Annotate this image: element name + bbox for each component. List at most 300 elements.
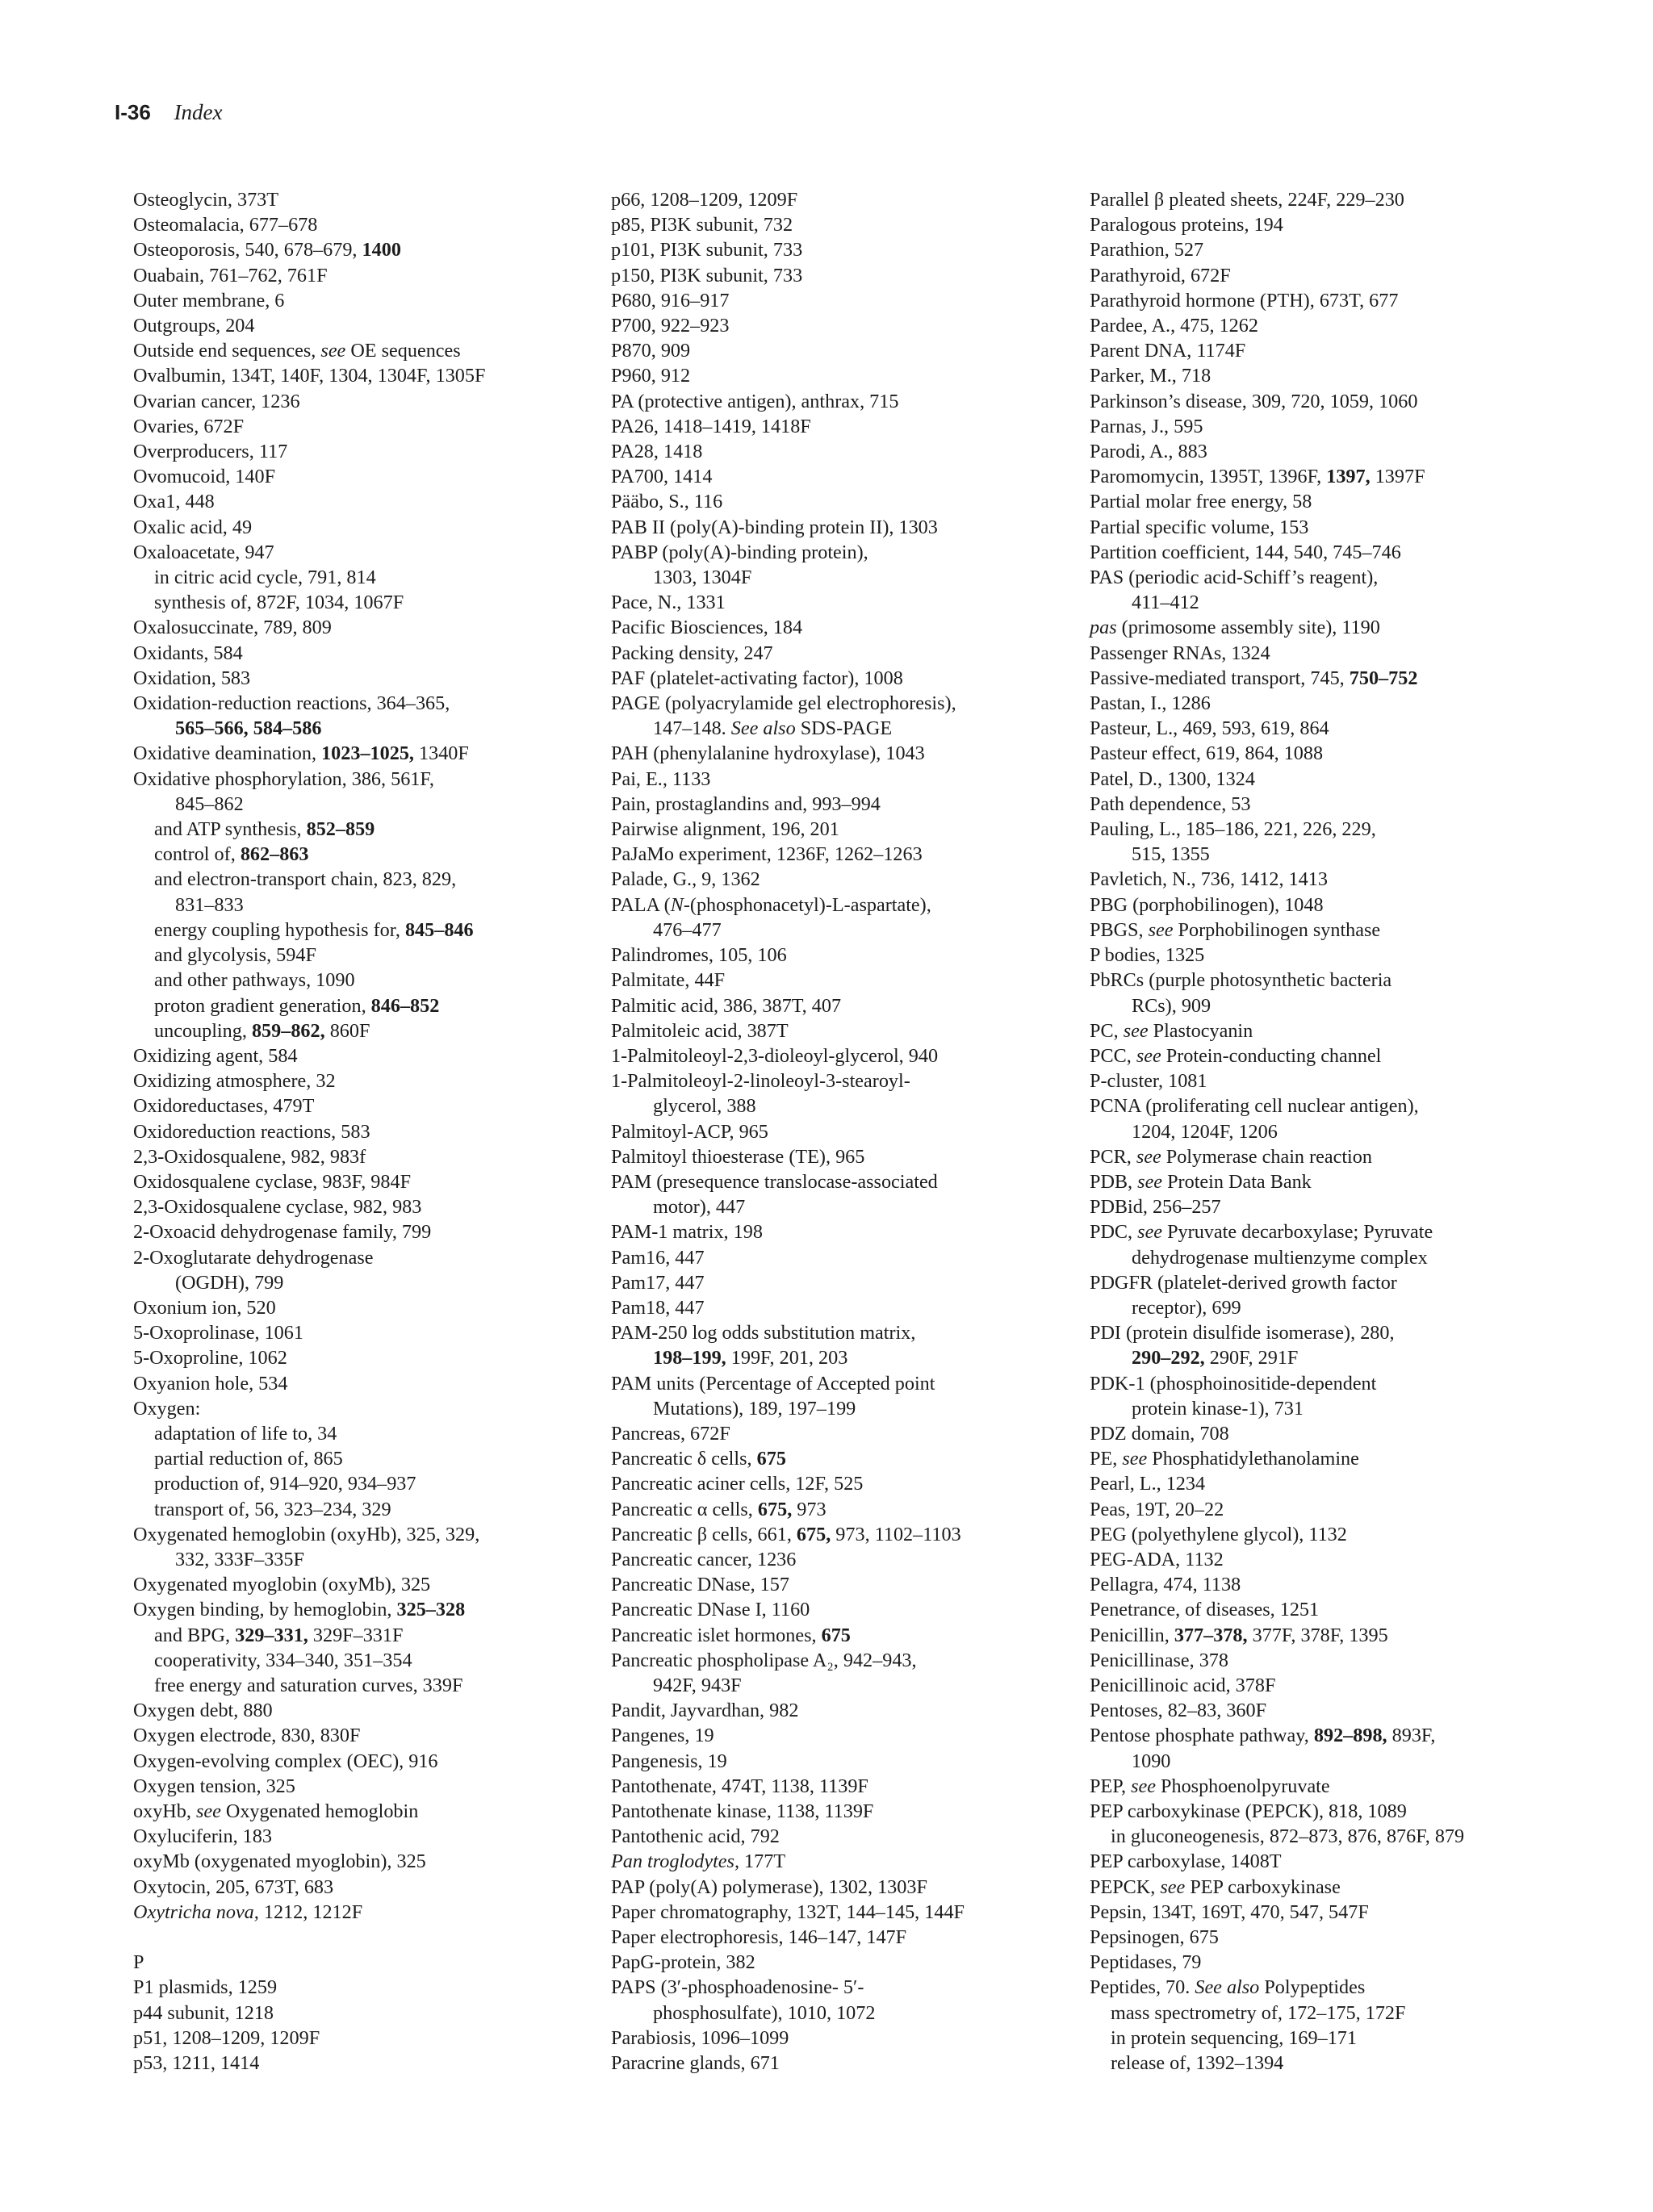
entry-text: PCC,	[1090, 1044, 1136, 1067]
index-entry	[1090, 1169, 1574, 1194]
index-entry	[1090, 1219, 1574, 1244]
entry-text: oxyHb,	[133, 1800, 196, 1822]
entry-text: Penicillinoic acid, 378F	[1090, 1674, 1276, 1696]
entry-text: PABP (poly(A)-binding protein),	[611, 541, 868, 563]
entry-text: 859–862,	[251, 1019, 325, 1042]
entry-text: 377–378,	[1174, 1624, 1248, 1646]
index-entry	[1090, 741, 1574, 766]
entry-text: Parathyroid hormone (PTH), 673T, 677	[1090, 289, 1399, 312]
index-entry	[611, 1522, 1095, 1547]
entry-text: Palade, G., 9, 1362	[611, 868, 760, 891]
entry-text: Pancreas, 672F	[611, 1422, 730, 1445]
entry-text: 1090	[1132, 1750, 1171, 1772]
entry-text: production of, 914–920, 934–937	[154, 1473, 416, 1495]
entry-text: Oxygen:	[133, 1397, 201, 1420]
index-entry	[133, 515, 617, 540]
entry-text: Phosphatidylethanolamine	[1147, 1448, 1359, 1470]
index-entry	[611, 414, 1095, 439]
index-entry	[611, 1471, 1095, 1496]
entry-text: mass spectrometry of, 172–175, 172F	[1111, 2001, 1406, 2024]
entry-text: oxyMb (oxygenated myoglobin), 325	[133, 1850, 426, 1873]
entry-text: Pancreatic phospholipase A₂, 942–943,	[611, 1649, 917, 1671]
entry-text: in gluconeogenesis, 872–873, 876, 876F, 879	[1111, 1825, 1465, 1848]
index-subentry	[133, 893, 617, 918]
index-entry	[611, 389, 1095, 414]
index-entry	[1090, 237, 1574, 262]
index-entry	[1090, 1849, 1574, 1874]
index-subentry	[133, 1673, 617, 1698]
entry-text: 2-Oxoglutarate dehydrogenase	[133, 1246, 374, 1269]
entry-text: See also	[730, 717, 796, 740]
entry-text: 1-Palmitoleoyl-2,3-dioleoyl-glycerol, 940	[611, 1044, 939, 1067]
entry-text: see	[1148, 918, 1174, 941]
index-entry	[133, 338, 617, 363]
entry-text: 1397F	[1370, 466, 1425, 488]
index-entry	[611, 2026, 1095, 2051]
index-entry	[1090, 464, 1574, 489]
entry-text: energy coupling hypothesis for,	[154, 918, 405, 941]
entry-text: 675	[821, 1624, 851, 1646]
index-entry	[611, 515, 1095, 540]
entry-text: (OGDH), 799	[175, 1271, 284, 1294]
index-entry	[133, 489, 617, 514]
entry-text: PEP,	[1090, 1775, 1132, 1797]
index-entry	[611, 1144, 1095, 1169]
entry-text: PDC,	[1090, 1221, 1138, 1244]
entry-text: dehydrogenase multienzyme complex	[1132, 1246, 1428, 1269]
entry-text: control of,	[154, 843, 241, 866]
entry-text: Plastocyanin	[1148, 1019, 1253, 1042]
index-subentry	[133, 968, 617, 993]
entry-text: Paper electrophoresis, 146–147, 147F	[611, 1926, 907, 1949]
entry-text: Partition coefficient, 144, 540, 745–746	[1090, 541, 1401, 563]
entry-text: Pearl, L., 1234	[1090, 1473, 1206, 1495]
entry-text: Pellagra, 474, 1138	[1090, 1574, 1241, 1596]
entry-text: Parathion, 527	[1090, 239, 1204, 261]
entry-text: motor), 447	[653, 1196, 746, 1219]
index-entry	[133, 1295, 617, 1320]
entry-text: Oxonium ion, 520	[133, 1296, 276, 1319]
entry-text: 2,3-Oxidosqualene, 982, 983f	[133, 1145, 366, 1168]
entry-text: 675,	[796, 1523, 831, 1545]
index-subentry	[1090, 993, 1574, 1018]
entry-text: PALA (	[611, 893, 671, 916]
index-subentry	[611, 918, 1095, 943]
entry-text: see	[1136, 1044, 1161, 1067]
index-entry	[133, 1194, 617, 1219]
entry-text: synthesis of, 872F, 1034, 1067F	[154, 592, 404, 614]
entry-text: Oxidosqualene cyclase, 983F, 984F	[133, 1170, 412, 1193]
entry-text: 332, 333F–335F	[175, 1548, 304, 1570]
entry-text: Pentose phosphate pathway,	[1090, 1725, 1314, 1747]
entry-text: and BPG,	[154, 1624, 236, 1646]
entry-text: 860F	[324, 1019, 370, 1042]
entry-text: Pentoses, 82–83, 360F	[1090, 1700, 1267, 1722]
entry-text: Pam18, 447	[611, 1296, 705, 1319]
entry-text: Parodi, A., 883	[1090, 441, 1207, 463]
entry-text: Pace, N., 1331	[611, 592, 726, 614]
entry-text: 1204, 1204F, 1206	[1132, 1120, 1278, 1143]
index-entry	[133, 691, 617, 716]
index-entry	[1090, 968, 1574, 993]
entry-text: Oxidizing atmosphere, 32	[133, 1070, 336, 1093]
entry-text: p53, 1211, 1414	[133, 2052, 260, 2075]
index-entry	[1090, 363, 1574, 388]
entry-text: PEG-ADA, 1132	[1090, 1548, 1224, 1570]
index-entry	[611, 1219, 1095, 1244]
index-entry	[133, 1849, 617, 1874]
entry-text: 329–331,	[235, 1624, 308, 1646]
entry-text: PbRCs (purple photosynthetic bacteria	[1090, 969, 1392, 992]
entry-text: Oxidation, 583	[133, 667, 251, 689]
index-entry	[133, 767, 617, 792]
entry-text: 973	[792, 1498, 826, 1520]
index-entry	[133, 187, 617, 212]
index-subentry	[133, 1648, 617, 1673]
index-subentry	[133, 716, 617, 741]
entry-text: PDI (protein disulfide isomerase), 280,	[1090, 1322, 1395, 1344]
index-entry	[1090, 1421, 1574, 1446]
index-entry	[611, 1018, 1095, 1043]
entry-text: Pastan, I., 1286	[1090, 692, 1211, 715]
index-subentry	[1090, 1245, 1574, 1270]
index-subentry	[1090, 2001, 1574, 2026]
index-entry	[611, 1950, 1095, 1975]
entry-text: PEP carboxylase, 1408T	[1090, 1850, 1282, 1873]
entry-text: 290F, 291F	[1204, 1347, 1299, 1369]
entry-text: PaJaMo experiment, 1236F, 1262–1263	[611, 843, 923, 866]
entry-text: Pancreatic cancer, 1236	[611, 1548, 797, 1570]
index-entry	[133, 1875, 617, 1900]
entry-text: Pangenesis, 19	[611, 1750, 727, 1772]
index-entry	[1090, 1043, 1574, 1068]
entry-text: PAS (periodic acid-Schiff’s reagent),	[1090, 567, 1379, 589]
entry-text: Penetrance, of diseases, 1251	[1090, 1599, 1320, 1621]
entry-text: and other pathways, 1090	[154, 969, 355, 992]
entry-text: Oxygen binding, by hemoglobin,	[133, 1599, 397, 1621]
index-entry	[1090, 288, 1574, 313]
entry-text: PAM (presequence translocase-associated	[611, 1170, 938, 1193]
entry-text: and electron-transport chain, 823, 829,	[154, 868, 457, 891]
entry-text: P700, 922–923	[611, 315, 730, 337]
index-entry	[611, 1547, 1095, 1572]
entry-text: Oxalic acid, 49	[133, 516, 253, 538]
entry-text: Path dependence, 53	[1090, 792, 1251, 815]
index-entry	[133, 1522, 617, 1547]
entry-text: adaptation of life to, 34	[154, 1422, 337, 1445]
index-entry	[611, 1723, 1095, 1748]
entry-text: see	[195, 1800, 221, 1822]
index-entry	[611, 741, 1095, 766]
entry-text: Oxidative phosphorylation, 386, 561F,	[133, 767, 434, 790]
index-entry	[1090, 1925, 1574, 1950]
index-entry	[1090, 1572, 1574, 1597]
entry-text: receptor), 699	[1132, 1296, 1241, 1319]
index-entry	[1090, 338, 1574, 363]
index-entry	[611, 1446, 1095, 1471]
index-entry	[133, 1345, 617, 1370]
entry-text: Oxytocin, 205, 673T, 683	[133, 1875, 334, 1898]
index-column-1	[133, 187, 617, 2076]
entry-text: P680, 916–917	[611, 289, 730, 312]
index-entry	[611, 666, 1095, 691]
entry-text: Palmitoyl-ACP, 965	[611, 1120, 768, 1143]
entry-text: Pepsin, 134T, 169T, 470, 547, 547F	[1090, 1900, 1369, 1923]
entry-text: Overproducers, 117	[133, 441, 288, 463]
index-entry	[133, 1068, 617, 1093]
index-entry	[133, 1900, 617, 1925]
entry-text: PAF (platelet-activating factor), 1008	[611, 667, 903, 689]
index-entry	[1090, 792, 1574, 817]
entry-text: proton gradient generation,	[154, 994, 371, 1017]
entry-text: see	[1137, 1170, 1163, 1193]
entry-text: 862–863	[240, 843, 309, 866]
index-entry	[1090, 1270, 1574, 1295]
entry-text: Pandit, Jayvardhan, 982	[611, 1700, 799, 1722]
index-entry	[611, 867, 1095, 892]
entry-text: PEP carboxykinase	[1185, 1875, 1341, 1898]
entry-text: partial reduction of, 865	[154, 1448, 343, 1470]
index-entry	[133, 1245, 617, 1270]
entry-text: Outside end sequences,	[133, 340, 321, 362]
index-subentry	[611, 1093, 1095, 1119]
entry-text: 831–833	[175, 893, 244, 916]
index-entry	[1090, 212, 1574, 237]
index-entry	[1090, 1194, 1574, 1219]
entry-text: 198–199,	[653, 1347, 726, 1369]
entry-text: Oxidoreduction reactions, 583	[133, 1120, 370, 1143]
index-entry	[611, 439, 1095, 464]
entry-text: Oxygen-evolving complex (OEC), 916	[133, 1750, 438, 1772]
index-entry	[1090, 1068, 1574, 1093]
index-subentry	[133, 1421, 617, 1446]
entry-text: (primosome assembly site), 1190	[1116, 617, 1380, 639]
entry-text: Polymerase chain reaction	[1161, 1145, 1372, 1168]
entry-text: see	[1160, 1875, 1186, 1898]
entry-text: PEG (polyethylene glycol), 1132	[1090, 1523, 1347, 1545]
index-entry	[611, 288, 1095, 313]
entry-text: Ovaries, 672F	[133, 415, 245, 437]
index-entry	[1090, 1547, 1574, 1572]
entry-text: Paralogous proteins, 194	[1090, 214, 1283, 236]
index-subentry	[611, 565, 1095, 590]
entry-text: P870, 909	[611, 340, 691, 362]
index-entry	[611, 767, 1095, 792]
index-subentry	[1090, 2051, 1574, 2076]
entry-text: p66, 1208–1209, 1209F	[611, 189, 798, 211]
entry-text: PDZ domain, 708	[1090, 1422, 1229, 1445]
index-entry	[1090, 867, 1574, 892]
entry-text: PapG-protein, 382	[611, 1951, 755, 1974]
index-entry	[133, 1723, 617, 1748]
page-header	[115, 100, 223, 125]
index-entry	[611, 1371, 1095, 1396]
index-entry	[133, 389, 617, 414]
index-entry	[611, 615, 1095, 640]
index-entry	[1090, 817, 1574, 842]
entry-text: Ovarian cancer, 1236	[133, 390, 300, 412]
index-subentry	[133, 1270, 617, 1295]
index-entry	[611, 968, 1095, 993]
index-entry	[611, 540, 1095, 565]
entry-text: Osteoglycin, 373T	[133, 189, 279, 211]
entry-text: free energy and saturation curves, 339F	[154, 1674, 463, 1696]
entry-text: Parnas, J., 595	[1090, 415, 1203, 437]
entry-text: Parkinson’s disease, 309, 720, 1059, 1060	[1090, 390, 1418, 412]
entry-text: Peptides, 70.	[1090, 1976, 1195, 1999]
index-entry	[1090, 1597, 1574, 1622]
index-column-3	[1090, 187, 1574, 2076]
index-entry	[133, 1824, 617, 1849]
entry-text: Osteomalacia, 677–678	[133, 214, 318, 236]
entry-text: Oxygenated hemoglobin (oxyHb), 325, 329,	[133, 1523, 480, 1545]
index-entry	[611, 1068, 1095, 1093]
index-subentry	[1090, 2026, 1574, 2051]
index-entry	[1090, 489, 1574, 514]
entry-text: Outgroups, 204	[133, 315, 255, 337]
index-entry	[1090, 716, 1574, 741]
entry-text: 2,3-Oxidosqualene cyclase, 982, 983	[133, 1196, 422, 1219]
index-subentry	[133, 1497, 617, 1522]
entry-text: Pauling, L., 185–186, 221, 226, 229,	[1090, 818, 1376, 841]
entry-text: Pancreatic β cells, 661,	[611, 1523, 797, 1545]
entry-text: 325–328	[396, 1599, 466, 1621]
index-entry	[1090, 615, 1574, 640]
entry-text: Oxidants, 584	[133, 642, 243, 664]
entry-text: p51, 1208–1209, 1209F	[133, 2026, 320, 2049]
entry-text: 411–412	[1132, 592, 1199, 614]
entry-text: Oxygenated hemoglobin	[220, 1800, 419, 1822]
index-entry	[133, 1799, 617, 1824]
index-entry	[133, 363, 617, 388]
entry-text: PC,	[1090, 1019, 1124, 1042]
entry-text: PA28, 1418	[611, 441, 703, 463]
index-subentry	[611, 1396, 1095, 1421]
index-entry	[611, 1497, 1095, 1522]
index-subentry	[133, 1623, 617, 1648]
index-entry	[611, 1749, 1095, 1774]
index-subentry	[1090, 1295, 1574, 1320]
entry-text: Palmitoyl thioesterase (TE), 965	[611, 1145, 865, 1168]
entry-text: Penicillin,	[1090, 1624, 1174, 1646]
index-entry	[611, 1648, 1095, 1673]
index-entry	[1090, 389, 1574, 414]
index-subentry	[1090, 1119, 1574, 1144]
index-entry	[611, 1245, 1095, 1270]
entry-text: PDK-1 (phosphoinositide-dependent	[1090, 1372, 1377, 1395]
index-entry	[1090, 439, 1574, 464]
entry-text: Outer membrane, 6	[133, 289, 285, 312]
index-entry	[611, 1900, 1095, 1925]
entry-text: PAGE (polyacrylamide gel electrophoresis),	[611, 692, 956, 715]
index-entry	[611, 792, 1095, 817]
entry-text: glycerol, 388	[653, 1095, 756, 1118]
entry-text: Pancreatic aciner cells, 12F, 525	[611, 1473, 864, 1495]
entry-text: Pacific Biosciences, 184	[611, 617, 803, 639]
index-entry	[1090, 767, 1574, 792]
entry-text: Oxyluciferin, 183	[133, 1825, 272, 1848]
entry-text: see	[1137, 1221, 1163, 1244]
entry-text: Pancreatic δ cells,	[611, 1448, 757, 1470]
entry-text: PCR,	[1090, 1145, 1136, 1168]
index-subentry	[611, 2001, 1095, 2026]
entry-text: SDS-PAGE	[795, 717, 893, 740]
index-subentry	[133, 1018, 617, 1043]
index-entry	[1090, 1320, 1574, 1345]
index-entry	[1090, 1144, 1574, 1169]
entry-text: p44 subunit, 1218	[133, 2001, 274, 2024]
entry-text: Ouabain, 761–762, 761F	[133, 264, 328, 286]
entry-text: Patel, D., 1300, 1324	[1090, 767, 1255, 790]
entry-text: Paracrine glands, 671	[611, 2052, 780, 2075]
index-entry	[133, 641, 617, 666]
index-entry	[1090, 1018, 1574, 1043]
index-entry	[133, 2051, 617, 2076]
index-entry	[611, 842, 1095, 867]
entry-text: see	[1136, 1145, 1161, 1168]
index-gap	[133, 1925, 617, 1950]
index-entry	[1090, 1875, 1574, 1900]
entry-text: Osteoporosis, 540, 678–679,	[133, 239, 362, 261]
index-entry	[611, 691, 1095, 716]
index-column-2	[611, 187, 1095, 2076]
entry-text: Pavletich, N., 736, 1412, 1413	[1090, 868, 1328, 891]
index-subentry	[133, 817, 617, 842]
index-subentry	[1090, 1749, 1574, 1774]
entry-text: and ATP synthesis,	[154, 818, 307, 841]
index-entry	[611, 1799, 1095, 1824]
entry-text: Paper chromatography, 132T, 144–145, 144F	[611, 1900, 965, 1923]
index-subentry	[133, 1547, 617, 1572]
index-entry	[133, 2026, 617, 2051]
index-entry	[133, 1698, 617, 1723]
index-subentry	[133, 842, 617, 867]
entry-text: Oxidative deamination,	[133, 742, 322, 765]
index-subentry	[133, 943, 617, 968]
index-entry	[133, 2001, 617, 2026]
entry-text: Parker, M., 718	[1090, 365, 1212, 387]
entry-text: Parallel β pleated sheets, 224F, 229–230	[1090, 189, 1404, 211]
entry-text: 290–292,	[1132, 1347, 1205, 1369]
index-entry	[1090, 1698, 1574, 1723]
entry-text: Protein Data Bank	[1162, 1170, 1312, 1193]
entry-text: transport of, 56, 323–234, 329	[154, 1498, 391, 1520]
index-subentry	[133, 565, 617, 590]
index-entry	[133, 237, 617, 262]
entry-text: Phosphoenolpyruvate	[1155, 1775, 1330, 1797]
entry-text: PAPS (3′-phosphoadenosine- 5′-	[611, 1976, 864, 1999]
index-entry	[133, 1371, 617, 1396]
index-entry	[611, 187, 1095, 212]
entry-text: Oxidation-reduction reactions, 364–365,	[133, 692, 450, 715]
entry-text: 377F, 378F, 1395	[1247, 1624, 1388, 1646]
index-subentry	[133, 1471, 617, 1496]
index-entry	[1090, 1799, 1574, 1824]
index-entry	[1090, 515, 1574, 540]
entry-text: in protein sequencing, 169–171	[1111, 2026, 1357, 2049]
index-entry	[1090, 1093, 1574, 1119]
index-entry	[1090, 565, 1574, 590]
entry-text: p150, PI3K subunit, 733	[611, 264, 803, 286]
entry-text: Oxidizing agent, 584	[133, 1044, 298, 1067]
entry-text: PE,	[1090, 1448, 1123, 1470]
entry-text: Pasteur, L., 469, 593, 619, 864	[1090, 717, 1329, 740]
index-entry	[133, 1144, 617, 1169]
entry-text: uncoupling,	[154, 1019, 252, 1042]
entry-text: PDGFR (platelet-derived growth factor	[1090, 1271, 1397, 1294]
entry-text: Pantothenic acid, 792	[611, 1825, 780, 1848]
entry-text: 147–148.	[653, 717, 731, 740]
